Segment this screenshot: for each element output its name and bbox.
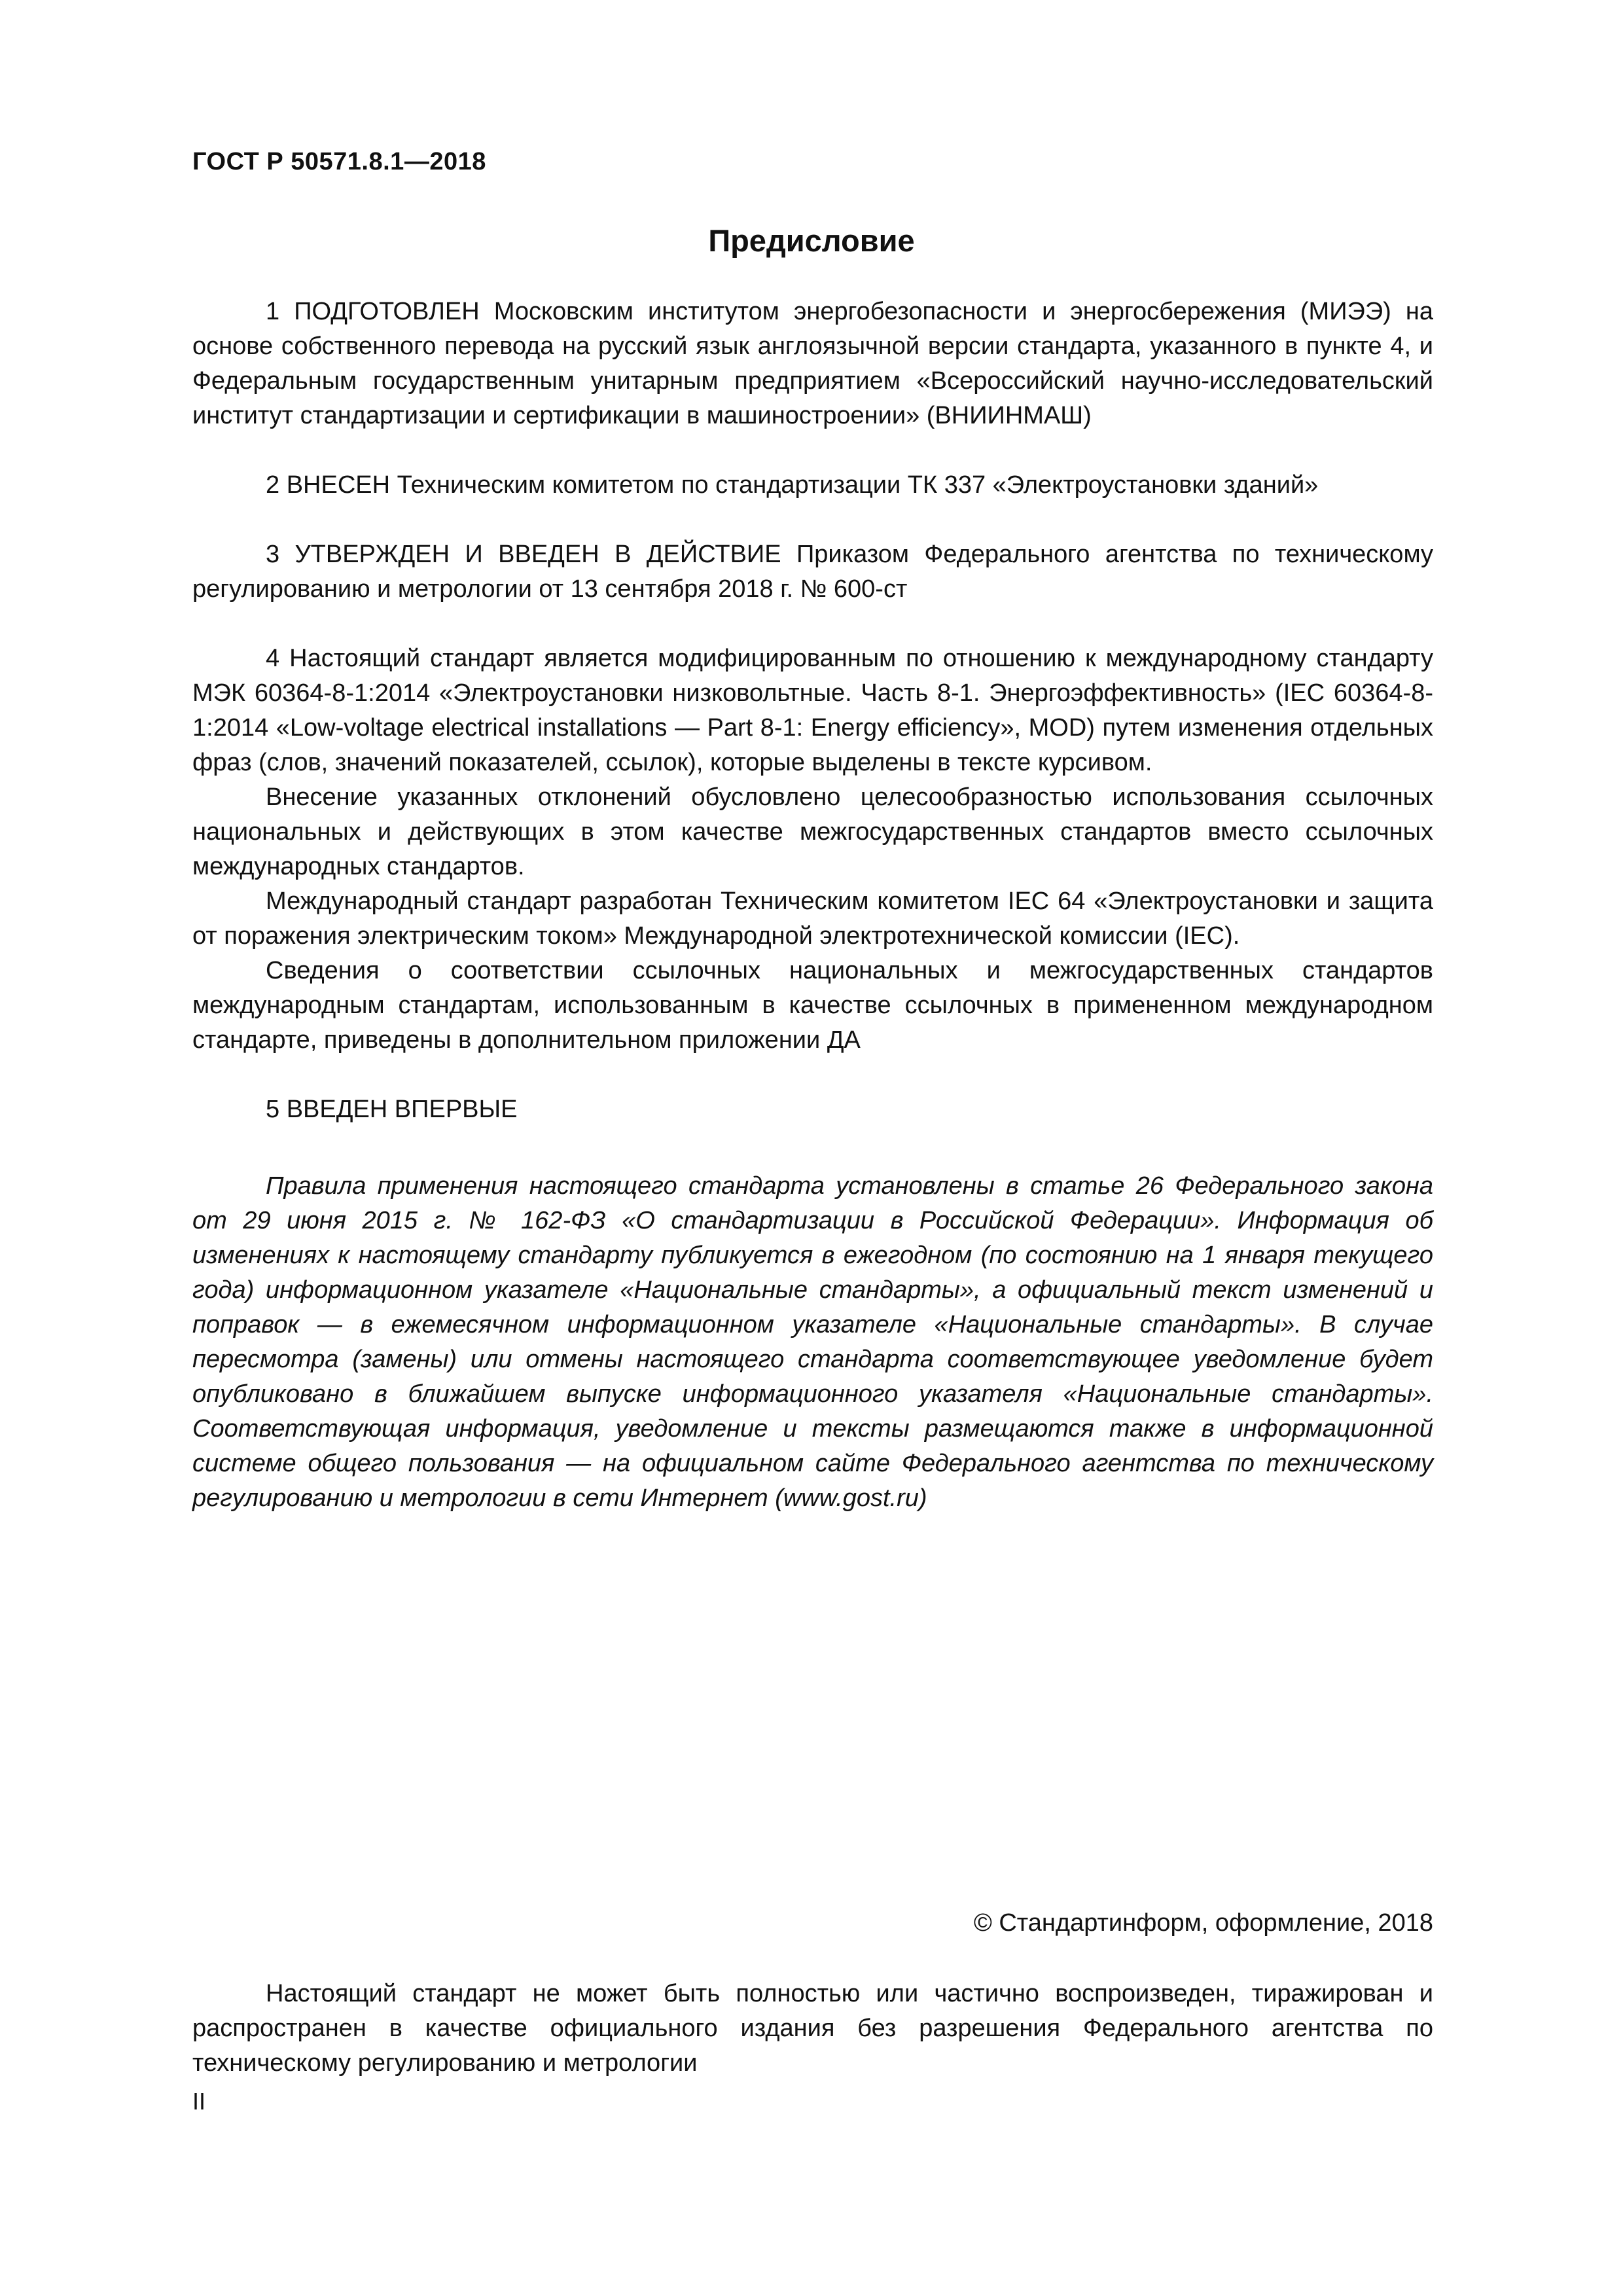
item-3-approved: 3 УТВЕРЖДЕН И ВВЕДЕН В ДЕЙСТВИЕ Приказом Федерального агентства по техническому регулированию и метрологии от 13 сентября 2018 г. № 600-ст (192, 541, 1433, 603)
item-1-prepared: 1 ПОДГОТОВЛЕН Московским институтом энергобезопасности и энергосбережения (МИЭЭ) на основе собственного перевода на русский язык англоязычной версии стандарта, указанного в пункте 4, и Федеральным государственным унитарным предприятием «Всероссийский научно-исследовательский институт стандартизации и сертификации в машиностроении» (ВНИИНМАШ) (192, 298, 1433, 429)
item-4-references: Сведения о соответствии ссылочных национальных и межгосударственных стандартов международным стандартам, использованным в качестве ссылочных в примененном международном стандарте, приведены в дополнительном приложении ДА (192, 957, 1433, 1054)
item-2-submitted: 2 ВНЕСЕН Техническим комитетом по стандартизации ТК 337 «Электроустановки зданий» (266, 471, 1319, 499)
item-5-first-introduced: 5 ВВЕДЕН ВПЕРВЫЕ (266, 1096, 518, 1123)
reproduction-notice: Настоящий стандарт не может быть полностью или частично воспроизведен, тиражирован и распространен в качестве официального издания без разрешения Федерального агентства по техническому регулированию и метрологии (192, 1980, 1433, 2077)
copyright-line: © Стандартинформ, оформление, 2018 (973, 1909, 1433, 1937)
item-4-modification: 4 Настоящий стандарт является модифицированным по отношению к международному стандарту МЭК 60364-8-1:2014 «Электроустановки низковольтные. Часть 8-1. Энергоэффективность» (IEC 60364-8-1:2014 «Low-voltage electrical installations — Part 8-1: Energy efficiency», MOD) путем изменения отдельных фраз (слов, значений показателей, ссылок), которые выделены в тексте курсивом. (192, 645, 1433, 776)
standard-code-header: ГОСТ Р 50571.8.1—2018 (192, 148, 486, 175)
page-title: Предисловие (708, 223, 915, 258)
item-4-developer: Международный стандарт разработан Техническим комитетом IEC 64 «Электроустановки и защита от поражения электрическим током» Международной электротехнической комиссии (IEC). (192, 888, 1433, 950)
item-4-deviations: Внесение указанных отклонений обусловлено целесообразностью использования ссылочных национальных и действующих в этом качестве межгосударственных стандартов вместо ссылочных международных стандартов. (192, 783, 1433, 880)
foreword-body (192, 295, 1433, 1127)
application-rules-notice: Правила применения настоящего стандарта установлены в статье 26 Федерального закона от 29 июня 2015 г. № 162-ФЗ «О стандартизации в Российской Федерации». Информация об изменениях к настоящему стандарту публикуется в ежегодном (по состоянию на 1 января текущего года) информационном указателе «Национальные стандарты», а официальный текст изменений и поправок — в ежемесячном информационном указателе «Национальные стандарты». В случае пересмотра (замены) или отмены настоящего стандарта соответствующее уведомление будет опубликовано в ближайшем выпуске информационного указателя «Национальные стандарты». Соответствующая информация, уведомление и тексты размещаются также в информационной системе общего пользования — на официальном сайте Федерального агентства по техническому регулированию и метрологии в сети Интернет (www.gost.ru) (192, 1172, 1433, 1512)
page-number: II (192, 2088, 206, 2115)
